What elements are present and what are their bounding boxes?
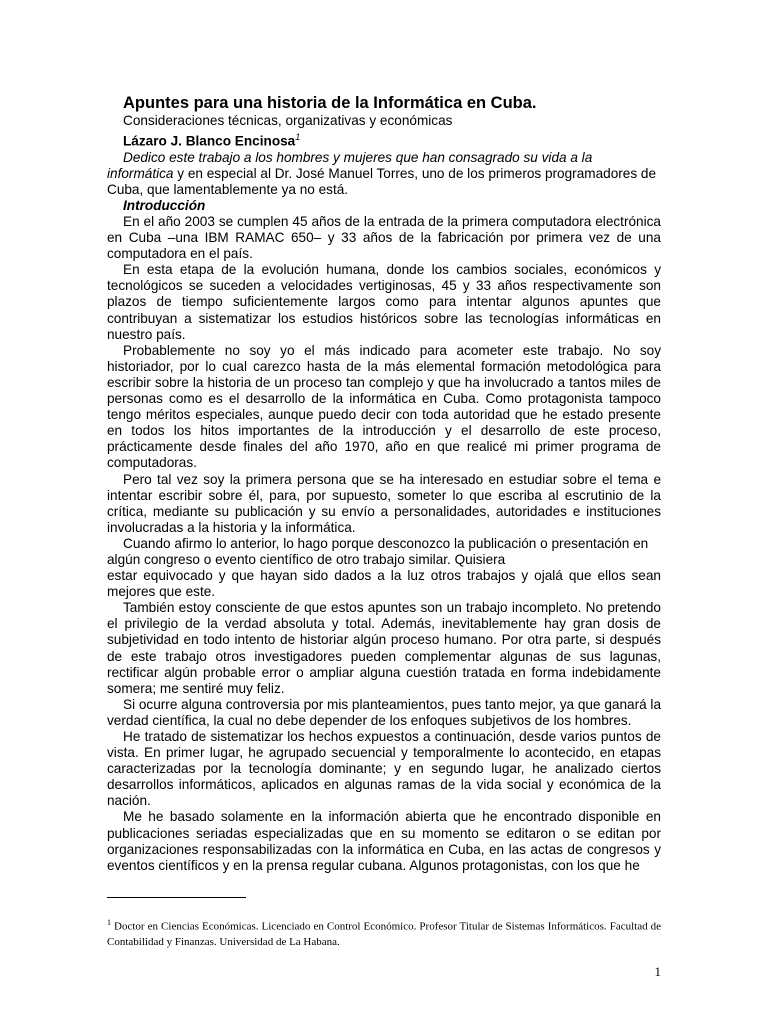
document-body — [107, 94, 661, 874]
paragraph: Si ocurre alguna controversia por mis planteamientos, pues tanto mejor, ya que ganará la verdad científica, la cual no debe depender de los enfoques subjetivos de los hombres. — [107, 696, 662, 728]
paragraph: En esta etapa de la evolución humana, donde los cambios sociales, económicos y tecnológicos se suceden a velocidades vertiginosas, 45 y 33 años respectivamente son plazos de tiempo suficientemente largos como para intentar algunos apuntes que contribuyan a sistematizar los estudios históricos sobre las tecnologías informáticas en nuestro país. — [107, 262, 661, 342]
footnote-mark: 1 — [107, 918, 111, 927]
section-heading-introduccion: Introducción — [123, 197, 206, 213]
paragraph: En el año 2003 se cumplen 45 años de la entrada de la primera computadora electrónica en Cuba –una IBM RAMAC 650– y 33 años de la fabricación por primera vez de una computadora en el país. — [107, 214, 661, 262]
page-number: 1 — [654, 964, 661, 979]
dedication-rest: y en especial al Dr. José Manuel Torres, uno de los primeros programadores de Cuba, que lamentablemente ya no está. — [107, 165, 657, 197]
author-footnote-mark: 1 — [295, 132, 301, 142]
paragraph: Pero tal vez soy la primera persona que se ha interesado en estudiar sobre el tema e intentar escribir sobre él, para, por supuesto, someter lo que escriba al escrutinio de la crítica, mediante su publicación y su envío a personalidades, autoridades e instituciones involucradas a la historia y la informática. — [107, 471, 661, 535]
author-name: Lázaro J. Blanco Encinosa — [123, 133, 296, 149]
footnote-divider — [107, 897, 246, 898]
dedication — [107, 150, 661, 198]
paragraph: estar equivocado y que hayan sido dados a la luz otros trabajos y ojalá que ellos sean mejores que este. — [107, 568, 661, 600]
paragraph: Cuando afirmo lo anterior, lo hago porque desconozco la publicación o presentación en algún congreso o evento científico de otro trabajo similar. Quisiera — [107, 535, 649, 567]
paragraph: Me he basado solamente en la información abierta que he encontrado disponible en publicaciones seriadas especializadas que en su momento se editaron o se editan por organizaciones responsabilizadas con la informática en Cuba, en las actas de congresos y eventos científicos y en la prensa regular cubana. Algunos protagonistas, con los que he — [107, 809, 661, 873]
paragraph: He tratado de sistematizar los hechos expuestos a continuación, desde varios puntos de vista. En primer lugar, he agrupado secuencial y temporalmente lo acontecido, en etapas caracterizadas por la tecnología dominante; y en segundo lugar, he analizado ciertos desarrollos informáticos, aplicados en algunas ramas de la vida social y económica de la nación. — [107, 729, 661, 809]
paragraph: También estoy consciente de que estos apuntes son un trabajo incompleto. No pretendo el privilegio de la verdad absoluta y total. Además, inevitablemente hay gran dosis de subjetividad en todo intento de historiar algún proceso humano. Por otra parte, si después de este trabajo otros investigadores pueden complementar algunas de sus lagunas, rectificar algún probable error o ampliar alguna cuestión tratada en forma indebidamente somera; me sentiré muy feliz. — [107, 600, 661, 696]
paragraph: Probablemente no soy yo el más indicado para acometer este trabajo. No soy historiador, por lo cual carezco hasta de la más elemental formación metodológica para escribir sobre la historia de un proceso tan complejo y que ha involucrado a tantos miles de personas como es el desarrollo de la informática en Cuba. Como protagonista tampoco tengo méritos especiales, aunque puedo decir con toda autoridad que he estado presente en todos los hitos importantes de la introducción y el desarrollo de este proceso, prácticamente desde finales del año 1970, año en que realicé mi primer programa de computadoras. — [107, 342, 661, 471]
dedication-italic: Dedico este trabajo a los hombres y mujeres que han consagrado su vida a la informática — [107, 149, 593, 181]
author-line — [123, 129, 661, 150]
document-title: Apuntes para una historia de la Informática en Cuba. — [123, 94, 537, 112]
footnote — [107, 915, 661, 950]
document-subtitle: Consideraciones técnicas, organizativas y económicas — [123, 113, 453, 128]
footnote-text: Doctor en Ciencias Económicas. Licenciado en Control Económico. Profesor Titular de Sistemas Informáticos. Facultad de Contabilidad y Finanzas. Universidad de La Habana. — [107, 920, 661, 948]
